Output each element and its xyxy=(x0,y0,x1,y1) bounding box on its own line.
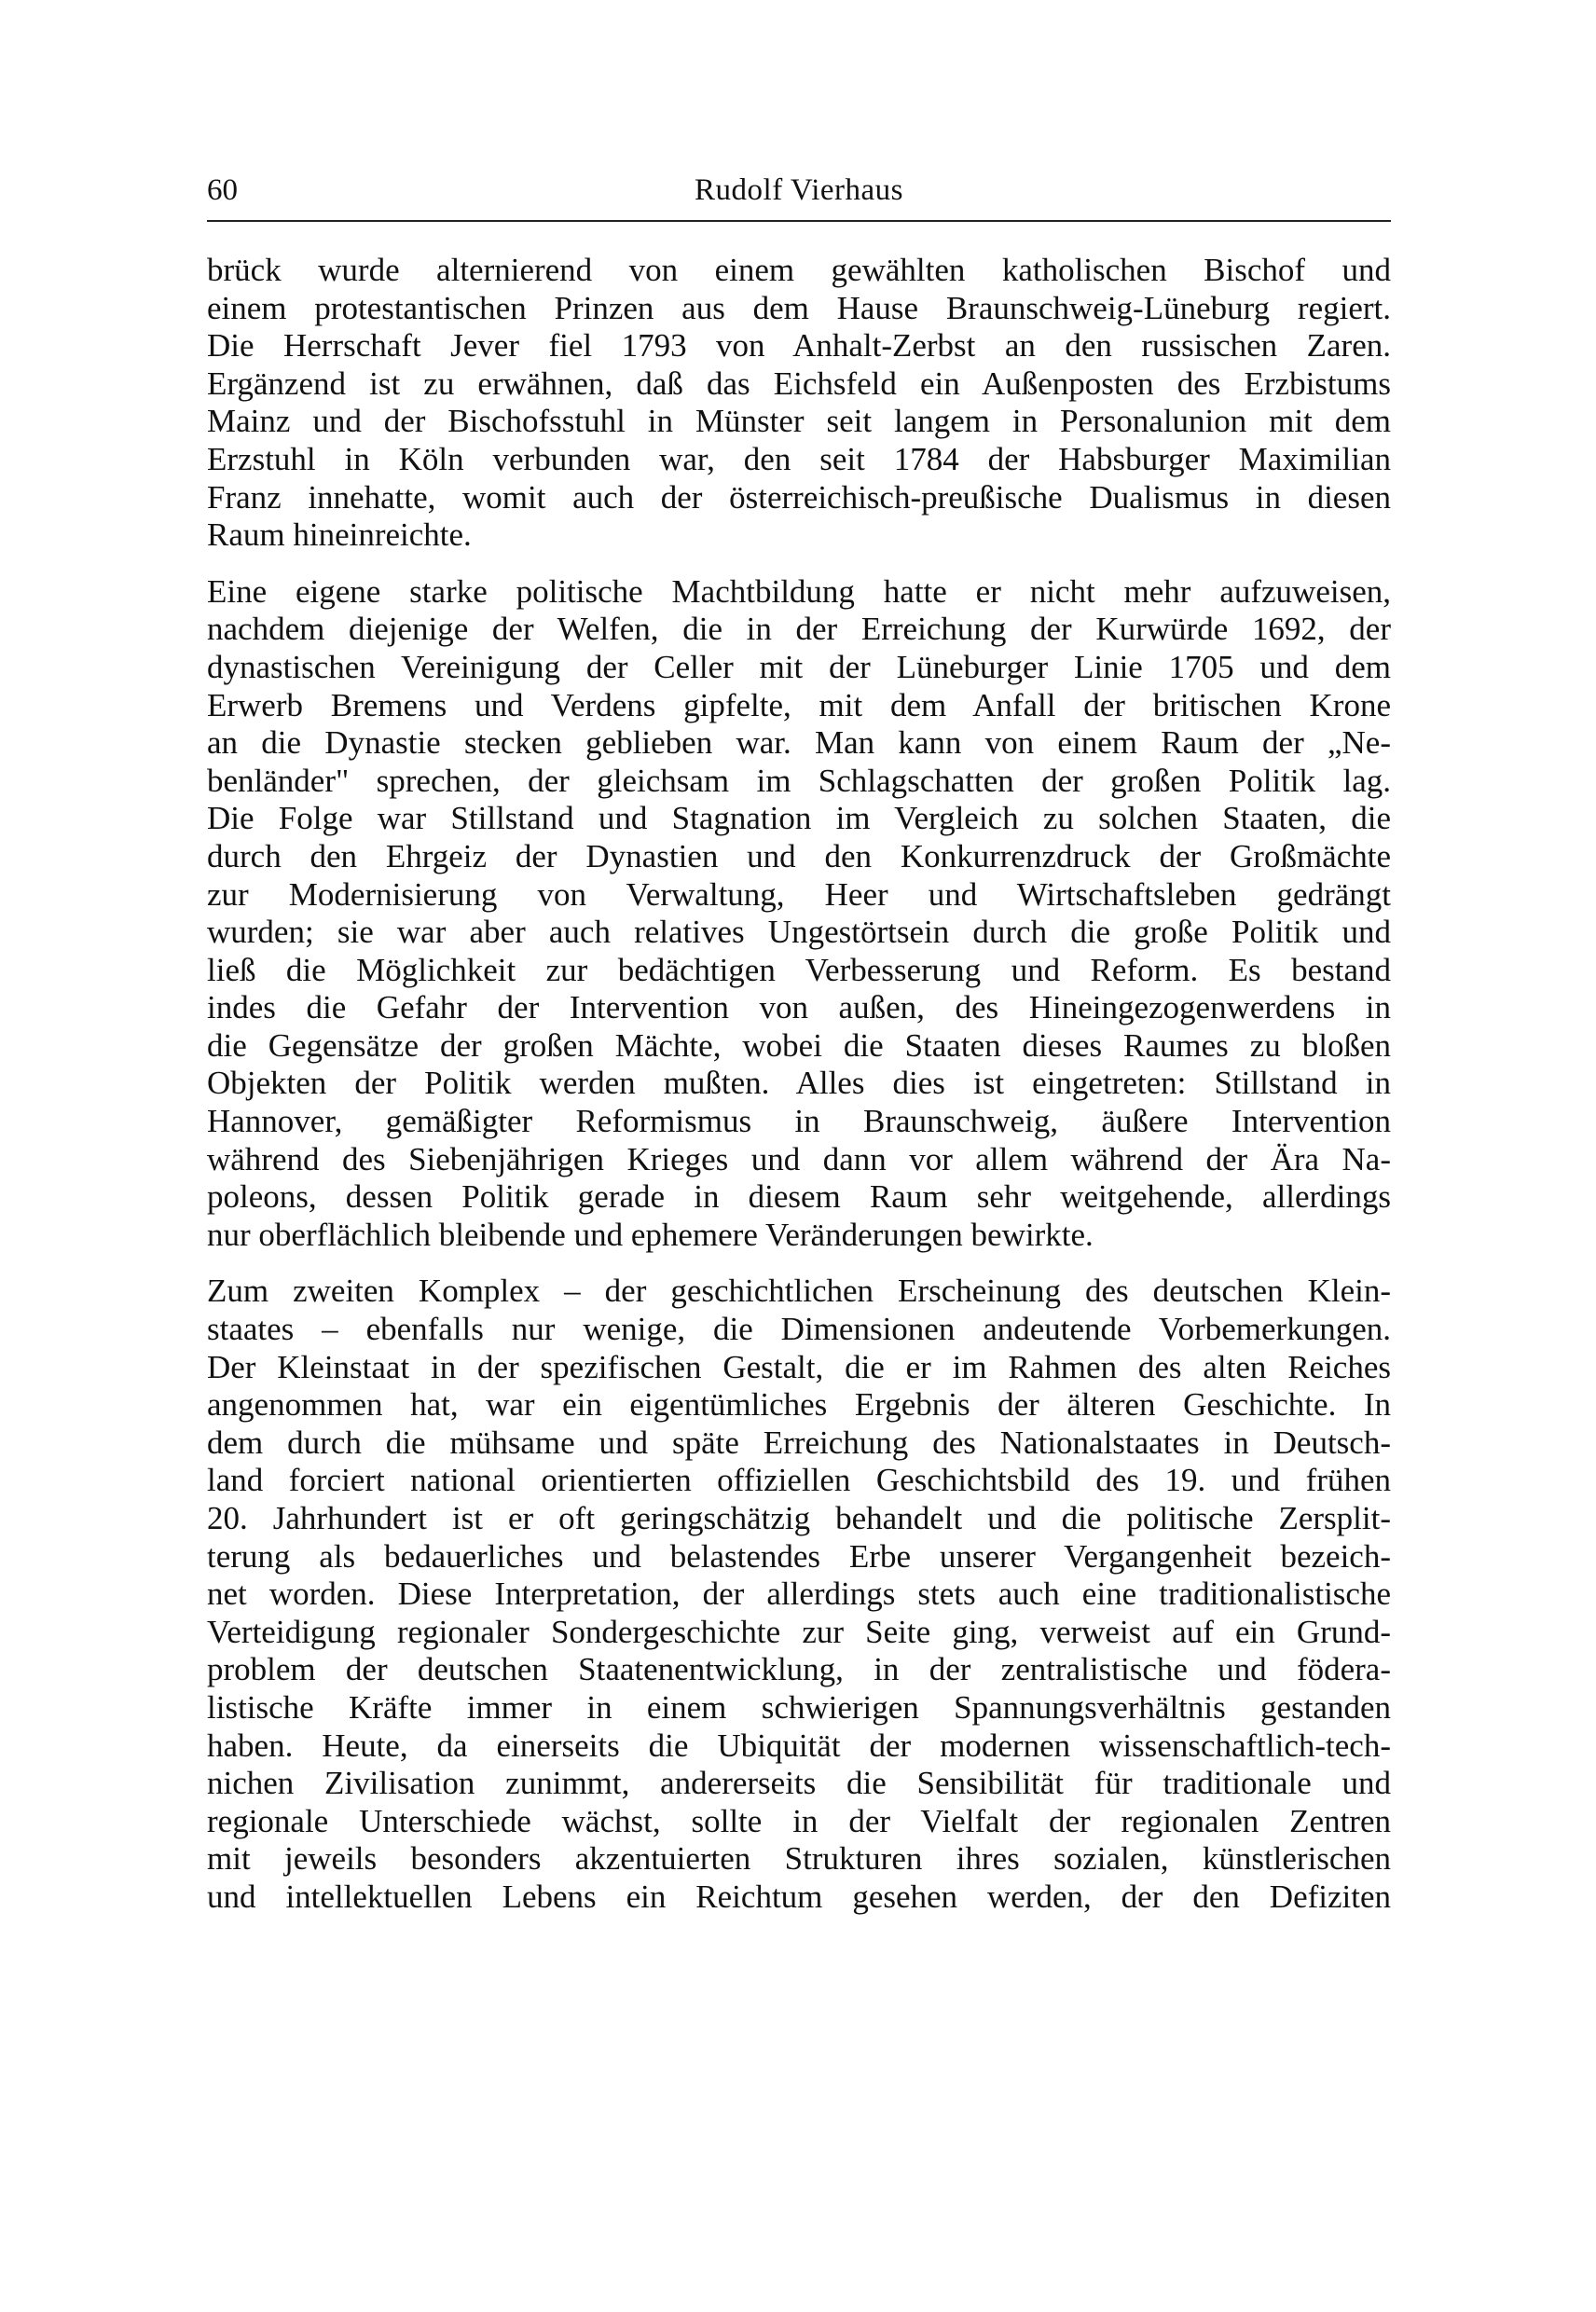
paragraph xyxy=(207,252,1391,555)
text-line: haben. Heute, da einerseits die Ubiquität der modernen wissenschaftlich-tech- xyxy=(207,1727,1391,1764)
text-line: ließ die Möglichkeit zur bedächtigen Verbesserung und Reform. Es bestand xyxy=(207,951,1391,988)
text-line: nichen Zivilisation zunimmt, andererseits die Sensibilität für traditionale und xyxy=(207,1765,1391,1802)
text-line: dynastischen Vereinigung der Celler mit der Lüneburger Linie 1705 und dem xyxy=(207,648,1391,685)
text-line: Hannover, gemäßigter Reformismus in Braunschweig, äußere Intervention xyxy=(207,1103,1391,1140)
text-line: angenommen hat, war ein eigentümliches Ergebnis der älteren Geschichte. In xyxy=(207,1386,1391,1424)
text-line: Erzstuhl in Köln verbunden war, den seit 1784 der Habsburger Maximilian xyxy=(207,440,1391,477)
text-line: Zum zweiten Komplex – der geschichtlichen Erscheinung des deutschen Klein- xyxy=(207,1273,1391,1310)
text-line: Die Folge war Stillstand und Stagnation im Vergleich zu solchen Staaten, die xyxy=(207,800,1391,837)
text-line: staates – ebenfalls nur wenige, die Dimensionen andeutende Vorbemerkungen. xyxy=(207,1311,1391,1348)
text-line: Objekten der Politik werden mußten. Alles dies ist eingetreten: Stillstand in xyxy=(207,1065,1391,1102)
text-line: an die Dynastie stecken geblieben war. Man kann von einem Raum der „Ne- xyxy=(207,724,1391,762)
text-line: Verteidigung regionaler Sondergeschichte zur Seite ging, verweist auf ein Grund- xyxy=(207,1613,1391,1650)
running-head xyxy=(207,170,1391,211)
text-line: die Gegensätze der großen Mächte, wobei die Staaten dieses Raumes zu bloßen xyxy=(207,1026,1391,1064)
text-line: nachdem diejenige der Welfen, die in der Erreichung der Kurwürde 1692, der xyxy=(207,611,1391,648)
text-line: terung als bedauerliches und belastendes Erbe unserer Vergangenheit bezeich- xyxy=(207,1537,1391,1575)
header-rule xyxy=(207,220,1391,222)
text-line: Ergänzend ist zu erwähnen, daß das Eichsfeld ein Außenposten des Erzbistums xyxy=(207,365,1391,402)
text-line: net worden. Diese Interpretation, der allerdings stets auch eine traditionalistische xyxy=(207,1576,1391,1613)
text-line: mit jeweils besonders akzentuierten Strukturen ihres sozialen, künstlerischen xyxy=(207,1840,1391,1878)
paragraph xyxy=(207,573,1391,1255)
text-line: durch den Ehrgeiz der Dynastien und den Konkurrenzdruck der Großmächte xyxy=(207,837,1391,874)
text-line: während des Siebenjährigen Krieges und dann vor allem während der Ära Na- xyxy=(207,1140,1391,1177)
text-line: listische Kräfte immer in einem schwierigen Spannungsverhältnis gestanden xyxy=(207,1688,1391,1726)
text-line: problem der deutschen Staatenentwicklung, in der zentralistische und födera- xyxy=(207,1651,1391,1688)
page-number: 60 xyxy=(207,173,238,207)
text-line: Franz innehatte, womit auch der österreichisch-preußische Dualismus in diesen xyxy=(207,478,1391,516)
text-line: Raum hineinreichte. xyxy=(207,516,472,554)
text-line: 20. Jahrhundert ist er oft geringschätzig behandelt und die politische Zersplit- xyxy=(207,1500,1391,1536)
text-line: regionale Unterschiede wächst, sollte in der Vielfalt der regionalen Zentren xyxy=(207,1802,1391,1839)
text-line: und intellektuellen Lebens ein Reichtum gesehen werden, der den Defiziten xyxy=(207,1878,1391,1915)
text-line: poleons, dessen Politik gerade in diesem Raum sehr weitgehende, allerdings xyxy=(207,1178,1391,1216)
text-line: brück wurde alternierend von einem gewählten katholischen Bischof und xyxy=(207,252,1391,288)
body-text xyxy=(207,252,1391,1935)
text-line: indes die Gefahr der Intervention von außen, des Hineingezogenwerdens in xyxy=(207,989,1391,1026)
text-line: Die Herrschaft Jever fiel 1793 von Anhalt-Zerbst an den russischen Zaren. xyxy=(207,327,1391,365)
text-line: zur Modernisierung von Verwaltung, Heer und Wirtschaftsleben gedrängt xyxy=(207,875,1391,913)
text-line: nur oberflächlich bleibende und ephemere Veränderungen bewirkte. xyxy=(207,1216,1094,1253)
text-line: benländer" sprechen, der gleichsam im Schlagschatten der großen Politik lag. xyxy=(207,762,1391,799)
text-line: wurden; sie war aber auch relatives Ungestörtsein durch die große Politik und xyxy=(207,914,1391,951)
text-line: Der Kleinstaat in der spezifischen Gestalt, die er im Rahmen des alten Reiches xyxy=(207,1348,1391,1385)
running-title: Rudolf Vierhaus xyxy=(695,173,903,207)
text-line: einem protestantischen Prinzen aus dem Hause Braunschweig-Lüneburg regiert. xyxy=(207,289,1391,326)
text-line: land forciert national orientierten offiziellen Geschichtsbild des 19. und frühen xyxy=(207,1462,1391,1499)
text-line: Erwerb Bremens und Verdens gipfelte, mit dem Anfall der britischen Krone xyxy=(207,686,1391,723)
text-line: Eine eigene starke politische Machtbildung hatte er nicht mehr aufzuweisen, xyxy=(207,572,1391,610)
text-line: dem durch die mühsame und späte Erreichung des Nationalstaates in Deutsch- xyxy=(207,1424,1391,1461)
text-line: Mainz und der Bischofsstuhl in Münster seit langem in Personalunion mit dem xyxy=(207,403,1391,440)
paragraph xyxy=(207,1273,1391,1916)
